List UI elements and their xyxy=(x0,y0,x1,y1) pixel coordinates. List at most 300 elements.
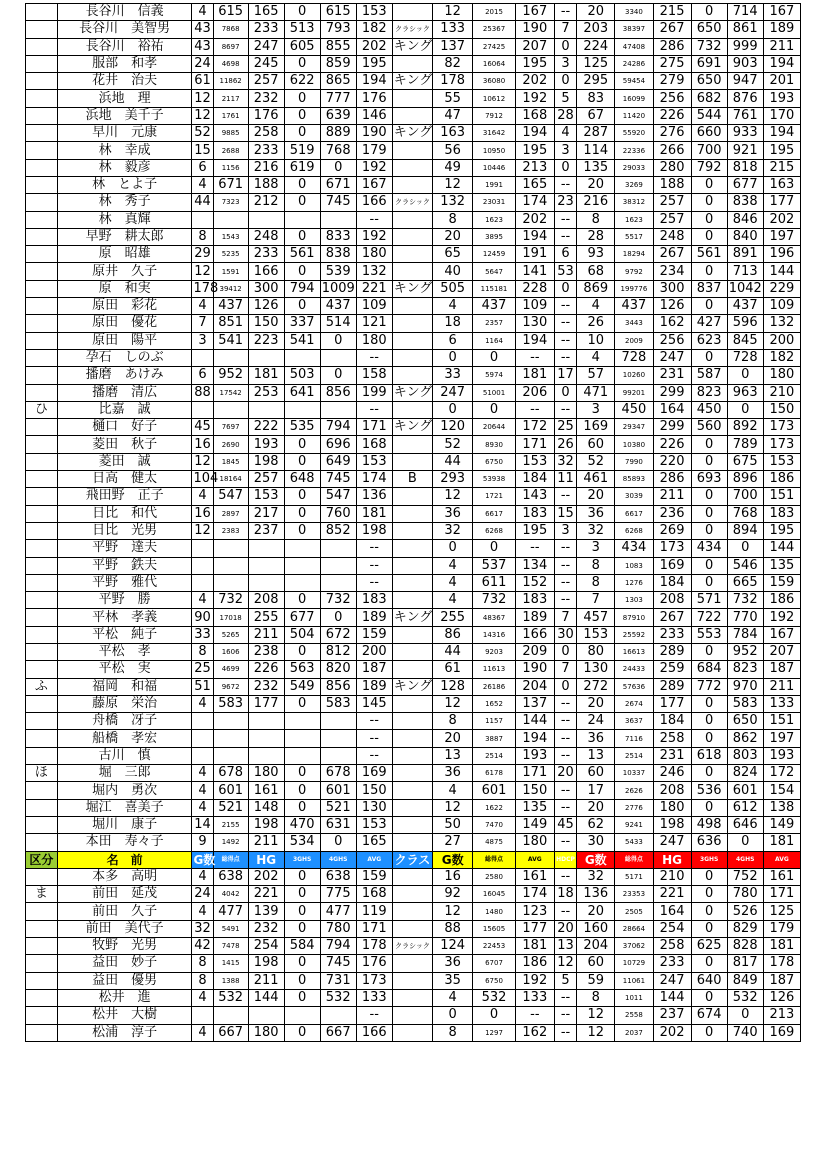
score-cell: 896 xyxy=(727,471,763,488)
score-cell: 0 xyxy=(284,90,320,107)
header-cell: 区分 xyxy=(26,851,58,868)
score-cell: 212 xyxy=(248,194,284,211)
score-cell: 0 xyxy=(554,159,576,176)
score-cell: 636 xyxy=(691,834,727,851)
score-cell: 846 xyxy=(727,211,763,228)
score-cell: 172 xyxy=(763,765,800,782)
score-cell: 20 xyxy=(577,4,615,21)
score-cell: 0 xyxy=(284,125,320,142)
score-cell: 211 xyxy=(248,834,284,851)
score-cell xyxy=(392,107,432,124)
score-cell: 789 xyxy=(727,436,763,453)
score-cell: 17 xyxy=(554,367,576,384)
score-cell: 641 xyxy=(284,384,320,401)
score-cell: 12 xyxy=(433,903,473,920)
group-cell xyxy=(26,592,58,609)
score-cell: 48367 xyxy=(473,609,515,626)
score-cell: 437 xyxy=(615,298,653,315)
score-cell: 193 xyxy=(515,747,554,764)
table-row xyxy=(26,799,801,816)
score-cell: 247 xyxy=(433,384,473,401)
group-cell xyxy=(26,367,58,384)
score-cell: 232 xyxy=(248,90,284,107)
score-cell: 203 xyxy=(577,21,615,38)
score-cell: 532 xyxy=(320,989,356,1006)
header-cell: 総得点 xyxy=(615,851,653,868)
player-name: 原田 彩花 xyxy=(57,298,192,315)
group-cell xyxy=(26,816,58,833)
score-cell: 671 xyxy=(213,176,248,193)
score-cell xyxy=(392,159,432,176)
score-cell: 1761 xyxy=(213,107,248,124)
score-cell xyxy=(392,695,432,712)
score-cell: 181 xyxy=(248,367,284,384)
score-cell: 612 xyxy=(727,799,763,816)
player-name: 平野 勝 xyxy=(57,592,192,609)
score-cell: 471 xyxy=(577,384,615,401)
score-cell: 149 xyxy=(515,816,554,833)
group-cell xyxy=(26,142,58,159)
score-cell: 6617 xyxy=(473,505,515,522)
score-cell: 65 xyxy=(433,246,473,263)
score-cell: 182 xyxy=(763,349,800,366)
score-cell xyxy=(213,1007,248,1024)
score-cell xyxy=(320,557,356,574)
score-cell: 20 xyxy=(554,765,576,782)
score-cell: 732 xyxy=(320,592,356,609)
group-cell xyxy=(26,453,58,470)
score-cell: 167 xyxy=(515,4,554,21)
score-cell: 0 xyxy=(691,643,727,660)
score-cell: 193 xyxy=(763,90,800,107)
score-cell xyxy=(192,713,213,730)
score-cell: 47 xyxy=(433,107,473,124)
score-cell: 537 xyxy=(473,557,515,574)
score-cell: 115181 xyxy=(473,280,515,297)
score-cell: 3895 xyxy=(473,228,515,245)
score-cell: -- xyxy=(554,488,576,505)
group-cell xyxy=(26,55,58,72)
table-row xyxy=(26,367,801,384)
table-row xyxy=(26,505,801,522)
score-cell: 210 xyxy=(763,384,800,401)
score-cell: 13 xyxy=(433,747,473,764)
score-cell: 1480 xyxy=(473,903,515,920)
score-cell: 0 xyxy=(691,920,727,937)
score-cell: 254 xyxy=(248,938,284,955)
score-cell: 60 xyxy=(577,436,615,453)
score-cell: 12 xyxy=(433,799,473,816)
score-cell: 23031 xyxy=(473,194,515,211)
score-cell: 3039 xyxy=(615,488,653,505)
score-cell: 4 xyxy=(554,125,576,142)
score-cell: 181 xyxy=(515,367,554,384)
score-cell: 28 xyxy=(554,107,576,124)
score-cell: -- xyxy=(554,799,576,816)
score-cell: 8 xyxy=(192,228,213,245)
player-name: 長谷川 美智男 xyxy=(57,21,192,38)
score-cell xyxy=(392,263,432,280)
score-cell: 817 xyxy=(727,955,763,972)
score-cell: 7912 xyxy=(473,107,515,124)
score-cell xyxy=(392,886,432,903)
score-cell: 3 xyxy=(554,142,576,159)
player-name: 平野 鉄夫 xyxy=(57,557,192,574)
score-cell: 0 xyxy=(284,522,320,539)
score-cell xyxy=(392,401,432,418)
score-cell: 838 xyxy=(320,246,356,263)
group-cell xyxy=(26,557,58,574)
player-name: 松井 大樹 xyxy=(57,1007,192,1024)
score-cell xyxy=(284,349,320,366)
score-cell xyxy=(392,713,432,730)
score-cell: 276 xyxy=(653,125,691,142)
score-cell: -- xyxy=(554,834,576,851)
score-cell: 177 xyxy=(248,695,284,712)
score-cell xyxy=(213,557,248,574)
table-row xyxy=(26,661,801,678)
score-cell xyxy=(392,747,432,764)
score-cell: 300 xyxy=(248,280,284,297)
score-cell: 136 xyxy=(356,488,392,505)
score-cell: 1164 xyxy=(473,332,515,349)
group-cell xyxy=(26,868,58,885)
score-cell: -- xyxy=(554,557,576,574)
score-cell: 178 xyxy=(433,73,473,90)
score-cell: 649 xyxy=(320,453,356,470)
score-cell: 163 xyxy=(433,125,473,142)
score-cell: 272 xyxy=(577,678,615,695)
table-row xyxy=(26,643,801,660)
score-cell: 775 xyxy=(320,886,356,903)
score-cell: 892 xyxy=(727,419,763,436)
score-cell: 223 xyxy=(248,332,284,349)
table-row xyxy=(26,332,801,349)
score-cell: 135 xyxy=(577,159,615,176)
score-cell: 126 xyxy=(653,298,691,315)
score-cell: -- xyxy=(356,401,392,418)
score-cell: 5491 xyxy=(213,920,248,937)
group-cell xyxy=(26,38,58,55)
score-cell: 135 xyxy=(763,557,800,574)
score-cell: 12 xyxy=(433,4,473,21)
score-cell: 20 xyxy=(577,695,615,712)
group-cell: ま xyxy=(26,886,58,903)
score-cell: 0 xyxy=(727,540,763,557)
score-cell: 181 xyxy=(763,834,800,851)
score-cell: 0 xyxy=(691,886,727,903)
score-cell xyxy=(284,557,320,574)
score-cell: 24 xyxy=(192,55,213,72)
score-cell: 921 xyxy=(727,142,763,159)
score-cell: 646 xyxy=(727,816,763,833)
score-cell: 7470 xyxy=(473,816,515,833)
score-cell: 267 xyxy=(653,609,691,626)
score-cell: 181 xyxy=(763,938,800,955)
score-cell: -- xyxy=(554,868,576,885)
score-cell: 210 xyxy=(653,868,691,885)
score-cell: 0 xyxy=(433,349,473,366)
score-cell: 27 xyxy=(433,834,473,851)
score-cell xyxy=(392,1007,432,1024)
score-cell: 5265 xyxy=(213,626,248,643)
score-cell: 99201 xyxy=(615,384,653,401)
score-cell: 86 xyxy=(433,626,473,643)
score-cell: 660 xyxy=(691,125,727,142)
score-cell: 1083 xyxy=(615,557,653,574)
score-cell: 161 xyxy=(763,868,800,885)
score-cell: 180 xyxy=(248,765,284,782)
score-cell: 16 xyxy=(433,868,473,885)
score-cell: 519 xyxy=(284,142,320,159)
score-cell: 437 xyxy=(473,298,515,315)
table-row xyxy=(26,574,801,591)
score-cell: 553 xyxy=(691,626,727,643)
score-cell: 862 xyxy=(727,730,763,747)
score-cell: 221 xyxy=(248,886,284,903)
score-cell: 4 xyxy=(192,298,213,315)
score-cell xyxy=(320,401,356,418)
score-cell: 30 xyxy=(577,834,615,851)
score-cell: 639 xyxy=(320,107,356,124)
score-cell: 197 xyxy=(763,730,800,747)
header-cell: G数 xyxy=(433,851,473,868)
player-name: 長谷川 信義 xyxy=(57,4,192,21)
player-name: 花井 治夫 xyxy=(57,73,192,90)
score-cell: 192 xyxy=(763,609,800,626)
score-cell: -- xyxy=(554,540,576,557)
score-cell: 90 xyxy=(192,609,213,626)
score-cell: 144 xyxy=(763,540,800,557)
score-cell: 12 xyxy=(192,107,213,124)
score-cell: キング xyxy=(393,73,433,89)
score-cell: 876 xyxy=(727,90,763,107)
score-cell: 1157 xyxy=(473,713,515,730)
player-name: 林 毅彦 xyxy=(57,159,192,176)
score-cell: 0 xyxy=(691,349,727,366)
table-row xyxy=(26,972,801,989)
score-cell: 9885 xyxy=(213,125,248,142)
table-row xyxy=(26,107,801,124)
score-cell xyxy=(192,349,213,366)
score-cell xyxy=(213,540,248,557)
score-cell: 4698 xyxy=(213,55,248,72)
score-cell: 169 xyxy=(653,557,691,574)
score-cell: 434 xyxy=(691,540,727,557)
score-cell: 198 xyxy=(248,955,284,972)
score-cell: 2015 xyxy=(473,4,515,21)
score-cell: 0 xyxy=(284,176,320,193)
score-cell: 618 xyxy=(691,747,727,764)
score-cell: 541 xyxy=(213,332,248,349)
score-cell xyxy=(392,903,432,920)
score-cell: 88 xyxy=(192,384,213,401)
player-name: 樋口 好子 xyxy=(57,419,192,436)
score-cell: 561 xyxy=(691,246,727,263)
score-cell: -- xyxy=(554,730,576,747)
table-row xyxy=(26,782,801,799)
score-cell: 167 xyxy=(763,4,800,21)
score-cell: 180 xyxy=(515,834,554,851)
score-cell: 650 xyxy=(691,21,727,38)
score-cell: 0 xyxy=(691,799,727,816)
score-cell: 740 xyxy=(727,1024,763,1041)
score-cell: 179 xyxy=(356,142,392,159)
score-cell: 32 xyxy=(577,522,615,539)
score-cell: 684 xyxy=(691,661,727,678)
score-cell: 164 xyxy=(653,401,691,418)
score-cell: 732 xyxy=(473,592,515,609)
score-cell: 0 xyxy=(284,920,320,937)
score-cell: 150 xyxy=(515,782,554,799)
score-cell: 7 xyxy=(577,592,615,609)
score-cell: 211 xyxy=(653,488,691,505)
score-cell: 189 xyxy=(356,609,392,626)
score-cell: 172 xyxy=(515,419,554,436)
score-cell: 0 xyxy=(320,609,356,626)
score-cell xyxy=(392,557,432,574)
table-row xyxy=(26,228,801,245)
score-cell xyxy=(392,488,432,505)
player-name: 古川 慎 xyxy=(57,747,192,764)
score-cell: 0 xyxy=(691,955,727,972)
player-name: 原井 久子 xyxy=(57,263,192,280)
score-cell: 33 xyxy=(433,367,473,384)
score-cell: 12459 xyxy=(473,246,515,263)
score-cell: 153 xyxy=(356,453,392,470)
table-row xyxy=(26,349,801,366)
score-cell: 33 xyxy=(192,626,213,643)
score-cell: 199776 xyxy=(615,280,653,297)
score-cell: クラシック xyxy=(392,938,432,955)
player-name: 浜地 理 xyxy=(57,90,192,107)
score-cell: 293 xyxy=(433,471,473,488)
score-cell: 549 xyxy=(284,678,320,695)
score-cell: 188 xyxy=(248,176,284,193)
score-cell: 213 xyxy=(763,1007,800,1024)
score-cell: 133 xyxy=(515,989,554,1006)
score-cell: 192 xyxy=(515,90,554,107)
score-cell: 532 xyxy=(213,989,248,1006)
score-cell: 259 xyxy=(653,661,691,678)
score-cell: -- xyxy=(515,540,554,557)
score-cell: 952 xyxy=(727,643,763,660)
score-cell: 0 xyxy=(320,834,356,851)
group-cell xyxy=(26,1007,58,1024)
score-cell: 231 xyxy=(653,747,691,764)
score-cell: 933 xyxy=(727,125,763,142)
score-cell: 0 xyxy=(691,730,727,747)
score-cell: 52 xyxy=(433,436,473,453)
score-cell: 9 xyxy=(192,834,213,851)
score-cell: 7116 xyxy=(615,730,653,747)
score-cell: 1622 xyxy=(473,799,515,816)
score-cell xyxy=(192,730,213,747)
score-cell: 0 xyxy=(691,263,727,280)
score-cell: 504 xyxy=(284,626,320,643)
score-cell: 16613 xyxy=(615,643,653,660)
score-cell: 20 xyxy=(577,903,615,920)
score-cell: 8 xyxy=(433,713,473,730)
score-cell: 437 xyxy=(320,298,356,315)
score-cell: 163 xyxy=(763,176,800,193)
score-cell: 14316 xyxy=(473,626,515,643)
score-cell: 678 xyxy=(320,765,356,782)
score-cell: 192 xyxy=(356,228,392,245)
score-cell: 532 xyxy=(473,989,515,1006)
score-cell: 144 xyxy=(653,989,691,1006)
score-cell: 207 xyxy=(763,643,800,660)
table-row xyxy=(26,886,801,903)
score-cell: 136 xyxy=(577,886,615,903)
score-cell: 299 xyxy=(653,384,691,401)
score-cell: 194 xyxy=(763,125,800,142)
score-cell: 16 xyxy=(192,436,213,453)
score-cell: 671 xyxy=(320,176,356,193)
score-cell: 10446 xyxy=(473,159,515,176)
score-cell: 0 xyxy=(433,401,473,418)
score-cell: 222 xyxy=(248,419,284,436)
score-cell: 224 xyxy=(577,38,615,55)
score-table xyxy=(25,3,801,1042)
score-cell: 4 xyxy=(192,488,213,505)
player-name: 藤原 栄治 xyxy=(57,695,192,712)
score-cell: 7323 xyxy=(213,194,248,211)
score-cell: 24 xyxy=(192,886,213,903)
score-cell: 139 xyxy=(248,903,284,920)
score-cell: 12 xyxy=(433,176,473,193)
score-cell: 732 xyxy=(691,38,727,55)
score-cell: 1845 xyxy=(213,453,248,470)
score-cell: -- xyxy=(554,989,576,1006)
score-cell xyxy=(392,4,432,21)
score-cell xyxy=(213,747,248,764)
score-cell: 202 xyxy=(653,1024,691,1041)
score-cell xyxy=(392,505,432,522)
score-cell: 215 xyxy=(763,159,800,176)
score-cell: 18164 xyxy=(213,471,248,488)
score-cell: 513 xyxy=(284,21,320,38)
score-cell xyxy=(392,315,432,332)
score-cell: 8 xyxy=(192,643,213,660)
score-cell: 828 xyxy=(727,938,763,955)
score-cell: 164 xyxy=(653,903,691,920)
header-cell: HDCP xyxy=(554,851,576,868)
score-cell: 700 xyxy=(727,488,763,505)
score-cell: 859 xyxy=(320,55,356,72)
score-cell: 24 xyxy=(577,713,615,730)
score-cell: 5235 xyxy=(213,246,248,263)
score-cell: 153 xyxy=(356,4,392,21)
score-cell: 11 xyxy=(554,471,576,488)
score-cell: 812 xyxy=(320,643,356,660)
score-cell: 231 xyxy=(653,367,691,384)
table-row xyxy=(26,713,801,730)
score-cell: 4 xyxy=(577,349,615,366)
score-cell: -- xyxy=(356,1007,392,1024)
score-cell: 144 xyxy=(515,713,554,730)
score-cell: 194 xyxy=(763,55,800,72)
score-cell: -- xyxy=(356,574,392,591)
score-cell: 200 xyxy=(356,643,392,660)
score-cell: 23 xyxy=(554,194,576,211)
group-cell xyxy=(26,972,58,989)
score-cell: 0 xyxy=(691,194,727,211)
score-cell: 852 xyxy=(320,522,356,539)
score-cell: 11061 xyxy=(615,972,653,989)
score-cell: 2383 xyxy=(213,522,248,539)
score-cell: 0 xyxy=(691,695,727,712)
